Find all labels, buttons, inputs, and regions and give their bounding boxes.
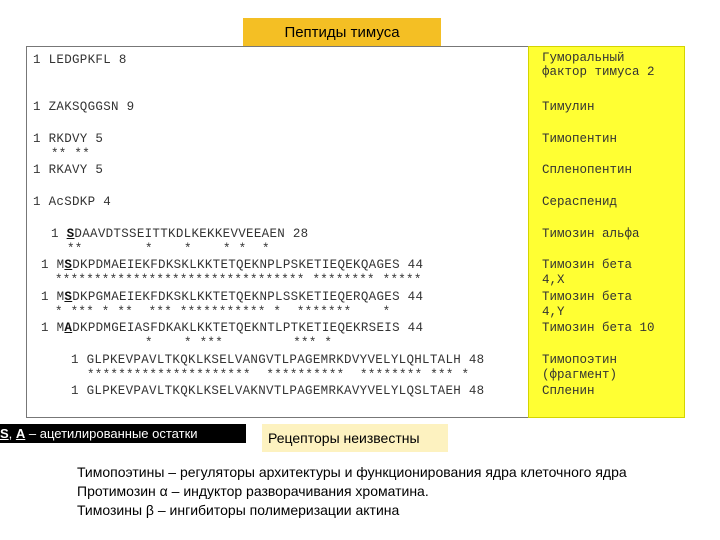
peptide-names-panel [528,46,685,418]
sequence-alignment-panel [26,46,536,418]
match-marks: * * *** *** * [145,336,333,350]
footer-line: Тимопоэтины – регуляторы архитектуры и функционирования ядра клеточного ядра [77,464,627,480]
sequence-row: 1 GLPKEVPAVLTKQKLKSELVANGVTLPAGEMRKDVYVELYLQHLTALH 48 [71,353,485,367]
footer-line: Тимозины β – ингибиторы полимеризации актина [77,502,400,518]
match-marks: ********************* ********** ******** *** * [87,368,470,382]
sequence-row: 1 RKAVY 5 [33,163,104,177]
match-marks: ** ** [51,147,91,161]
match-marks: ******************************** ******** ***** [55,273,422,287]
slide-title: Пептиды тимуса [243,18,441,52]
peptide-name: 4,X [542,273,565,287]
sequence-row: 1 LEDGPKFL 8 [33,53,127,67]
peptide-name: Тимозин бета 10 [542,321,655,335]
match-marks: ** * * * * * [67,242,270,256]
peptide-name: Тимозин бета [542,258,633,272]
peptide-name: Спленопентин [542,163,633,177]
peptide-name: фактор тимуса 2 [542,65,655,79]
peptide-name: 4,Y [542,305,565,319]
peptide-name: Тимопоэтин [542,353,618,367]
peptide-name: Тимулин [542,100,595,114]
peptide-name: Спленин [542,384,595,398]
footer-line: Протимозин α – индуктор разворачивания хроматина. [77,483,429,499]
sequence-row: 1 SDAAVDTSSEITTKDLKEKKEVVEEAEN 28 [51,227,309,241]
sequence-row: 1 GLPKEVPAVLTKQKLKSELVAKNVTLPAGEMRKAVYVELYLQSLTAEH 48 [71,384,485,398]
sequence-row: 1 MSDKPDMAEIEKFDKSKLKKTETQEKNPLPSKETIEQEKQAGES 44 [41,258,424,272]
receptors-note: Рецепторы неизвестны [262,424,448,452]
sequence-row: 1 AcSDKP 4 [33,195,112,209]
peptide-name: Гуморальный [542,51,625,65]
peptide-name: Тимозин альфа [542,227,640,241]
sequence-row: 1 MSDKPGMAEIEKFDKSKLKKTETQEKNPLSSKETIEQERQAGES 44 [41,290,424,304]
sequence-row: 1 ZAKSQGGSN 9 [33,100,135,114]
peptide-name: Тимозин бета [542,290,633,304]
peptide-name: (фрагмент) [542,368,618,382]
acetylated-residues-note: S, A – ацетилированные остатки [0,424,246,443]
sequence-row: 1 RKDVY 5 [33,132,104,146]
match-marks: * *** * ** *** *********** * ******* * [55,305,391,319]
peptide-name: Сераспенид [542,195,618,209]
footer-notes [77,463,627,520]
peptide-name: Тимопентин [542,132,618,146]
sequence-row: 1 MADKPDMGEIASFDKAKLKKTETQEKNTLPTKETIEQEKRSEIS 44 [41,321,424,335]
